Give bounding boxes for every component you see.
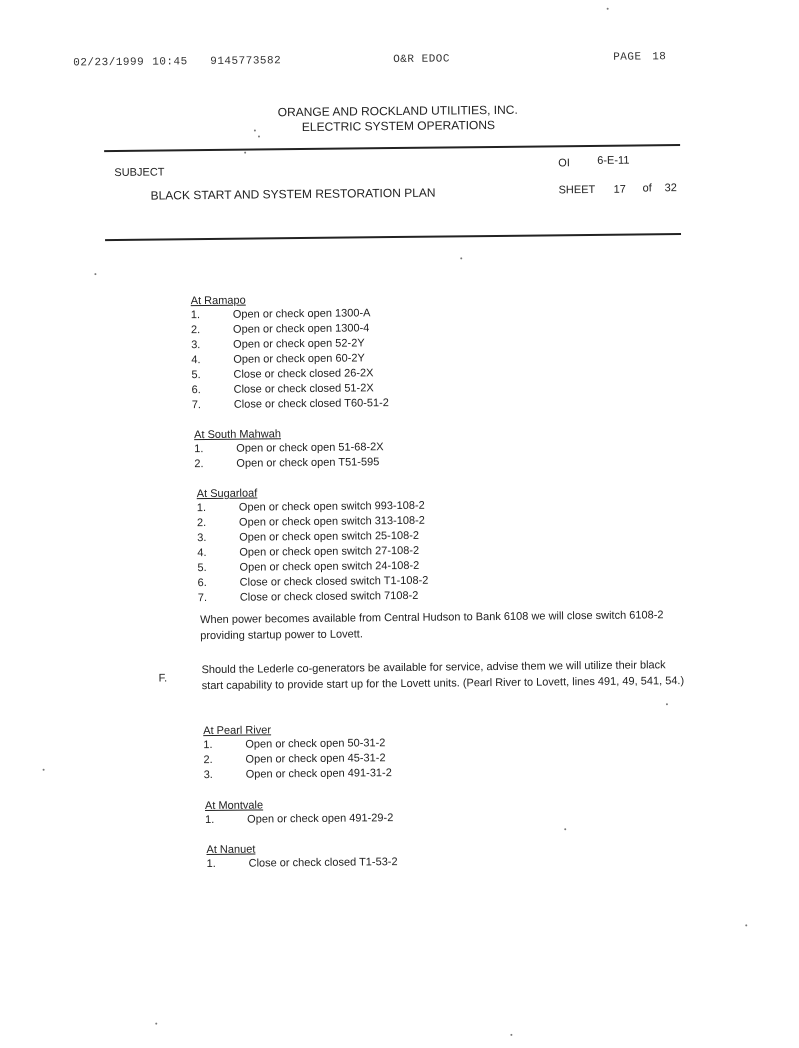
item-number: 3. (191, 339, 201, 352)
item-text: Open or check open switch 993-108-2 (238, 499, 425, 514)
item-number: 7. (191, 399, 202, 412)
item-text: Open or check open 1300-4 (232, 322, 370, 336)
item-text: Open or check open 45-31-2 (245, 752, 386, 766)
item-f-letter: F. (158, 672, 168, 685)
company-block (278, 103, 518, 136)
item-text: Open or check open 491-31-2 (245, 767, 392, 781)
oi-label: OI (558, 157, 570, 170)
sheet-total: 32 (664, 182, 677, 195)
item-number: 1. (194, 443, 204, 456)
section-heading: At Sugarloaf (196, 487, 258, 501)
item-number: 5. (197, 562, 207, 575)
item-text: Close or check closed switch T1-108-2 (239, 574, 429, 589)
sheet-of-label: of (642, 182, 652, 195)
fax-time: 10:45 (152, 56, 188, 69)
item-text: Close or check closed 26-2X (233, 367, 374, 381)
department-name: ELECTRIC SYSTEM OPERATIONS (301, 117, 496, 135)
list-item (207, 855, 398, 872)
scan-speck (155, 1023, 157, 1025)
item-text: Open or check open 491-29-2 (247, 812, 394, 826)
scan-speck (510, 1034, 512, 1036)
item-number: 3. (203, 768, 213, 782)
section-heading: At Pearl River (203, 724, 272, 738)
item-text: Open or check open switch 24-108-2 (239, 559, 420, 574)
item-text: Open or check open 50-31-2 (245, 737, 386, 751)
item-number: 2. (203, 753, 213, 767)
item-text: Open or check open T51-595 (236, 456, 380, 470)
scan-speck (94, 273, 96, 275)
sheet-number: 17 (613, 183, 626, 196)
item-number: 2. (196, 517, 207, 530)
item-text: Close or check closed T1-53-2 (248, 856, 398, 870)
list-item (194, 455, 384, 472)
subject-title: BLACK START AND SYSTEM RESTORATION PLAN (150, 185, 436, 203)
scan-speck (745, 924, 747, 926)
scan-speck (460, 257, 462, 259)
switching-section (203, 723, 392, 783)
item-number: 1. (196, 502, 207, 515)
item-text: Close or check closed T60-51-2 (233, 397, 389, 411)
item-number: 1. (205, 813, 215, 827)
fax-page-label: PAGE (613, 51, 642, 64)
item-text: Close or check closed 51-2X (233, 382, 374, 396)
scan-speck (666, 703, 668, 705)
switching-section (194, 427, 384, 472)
switching-section (191, 293, 389, 413)
list-item (205, 811, 393, 828)
sheet-label: SHEET (558, 183, 596, 197)
item-text: Open or check open 51-68-2X (236, 441, 384, 455)
item-text: Open or check open switch 25-108-2 (239, 529, 420, 544)
item-number: 6. (191, 384, 201, 397)
item-number: 5. (191, 369, 201, 382)
fax-date: 02/23/1999 (73, 56, 145, 70)
section-heading: At Ramapo (190, 294, 246, 308)
scan-speck (254, 129, 256, 131)
list-item (204, 766, 392, 783)
item-number: 2. (190, 324, 201, 337)
item-number: 7. (197, 592, 208, 605)
scan-speck (564, 828, 566, 830)
item-number: 2. (194, 458, 204, 471)
item-text: Open or check open switch 27-108-2 (239, 544, 420, 559)
list-item (198, 589, 429, 606)
item-number: 3. (197, 532, 207, 545)
item-text: Open or check open 60-2Y (233, 352, 365, 366)
fax-sender: O&R EDOC (393, 53, 451, 67)
subject-label: SUBJECT (114, 166, 165, 179)
item-number: 4. (197, 547, 207, 560)
switching-section (205, 798, 393, 828)
switching-section (206, 842, 397, 872)
item-number: 1. (203, 738, 213, 752)
oi-number: 6-E-11 (597, 154, 630, 167)
scan-speck (43, 769, 45, 771)
fax-page-number: 18 (652, 51, 667, 64)
item-text: Open or check open 52-2Y (233, 337, 365, 351)
switching-section (197, 486, 429, 606)
header-top-rule (104, 144, 680, 152)
item-number: 1. (190, 309, 201, 322)
fax-number: 9145773582 (210, 55, 282, 68)
company-name: ORANGE AND ROCKLAND UTILITIES, INC. (277, 102, 518, 120)
header-bottom-rule (105, 233, 681, 241)
item-number: 6. (197, 577, 207, 590)
section-heading: At Nanuet (206, 843, 256, 857)
item-number: 1. (206, 857, 216, 871)
list-item (192, 396, 389, 413)
item-f-text: Should the Lederle co-generators be available for service, advise them we will utilize their black start capability to provide start up for the Lovett units. (Pearl River to Lovett, lines 491, 49, 541, 54.) (201, 659, 685, 693)
item-text: Close or check closed switch 7108-2 (239, 589, 419, 604)
section-heading: At South Mahwah (194, 428, 282, 442)
scan-speck (258, 135, 260, 137)
item-text: Open or check open switch 313-108-2 (238, 514, 425, 529)
item-number: 4. (191, 354, 201, 367)
item-text: Open or check open 1300-A (232, 307, 371, 321)
section-heading: At Montvale (204, 799, 264, 813)
power-paragraph: When power becomes available from Central Hudson to Bank 6108 we will close switch 6108-2 providing startup power to Lovett. (199, 609, 664, 643)
scan-speck (607, 8, 609, 10)
scan-speck (244, 152, 246, 154)
